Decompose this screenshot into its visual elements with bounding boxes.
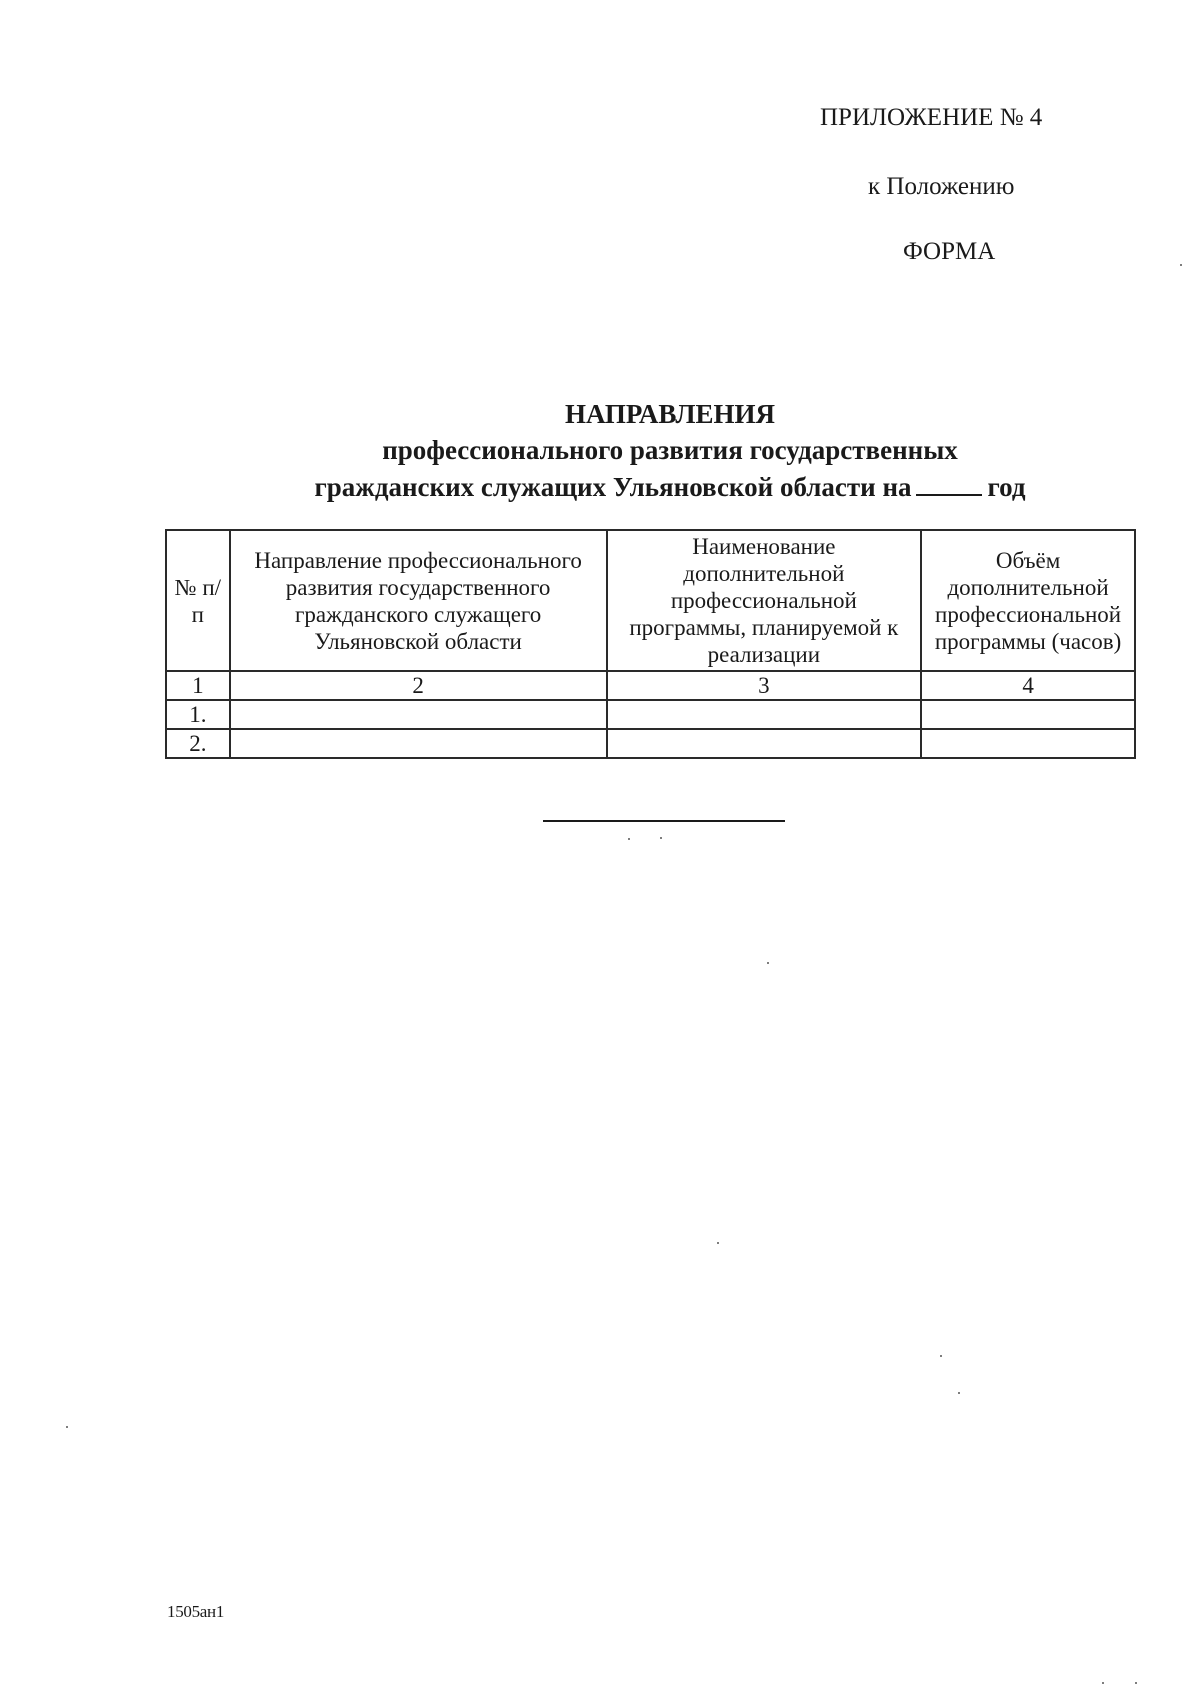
scan-speck xyxy=(628,838,630,840)
title-line-2: профессионального развития государственных xyxy=(382,435,958,465)
row-number: 2. xyxy=(166,729,230,758)
column-number-row xyxy=(166,671,1135,700)
scan-speck xyxy=(66,1426,68,1428)
to-regulation-label: к Положению xyxy=(868,173,1015,200)
year-blank-field[interactable] xyxy=(916,468,982,496)
column-number: 2 xyxy=(230,671,607,700)
direction-cell[interactable] xyxy=(230,700,607,729)
table-row xyxy=(166,700,1135,729)
professional-development-table xyxy=(165,529,1136,759)
scan-speck xyxy=(660,837,662,839)
row-number: 1. xyxy=(166,700,230,729)
document-code: 1505ан1 xyxy=(167,1602,225,1621)
title-line-1: НАПРАВЛЕНИЯ xyxy=(565,399,775,429)
table-header-row xyxy=(166,530,1135,671)
column-number: 3 xyxy=(607,671,922,700)
scan-speck xyxy=(717,1242,719,1244)
form-label: ФОРМА xyxy=(903,238,996,265)
scan-speck xyxy=(958,1392,960,1394)
scan-speck xyxy=(767,962,769,964)
document-title xyxy=(150,396,1190,505)
column-number: 4 xyxy=(921,671,1135,700)
scan-speck xyxy=(940,1355,942,1357)
title-line-3 xyxy=(150,468,1190,505)
program-cell[interactable] xyxy=(607,700,922,729)
column-number: 1 xyxy=(166,671,230,700)
hours-cell[interactable] xyxy=(921,729,1135,758)
hours-cell[interactable] xyxy=(921,700,1135,729)
scan-speck xyxy=(1135,1682,1137,1684)
separator-line xyxy=(543,820,785,822)
title-line-3-prefix: гражданских служащих Ульяновской области на xyxy=(314,472,912,502)
scan-speck xyxy=(1180,264,1182,266)
scan-speck xyxy=(1102,1682,1104,1684)
appendix-label: ПРИЛОЖЕНИЕ № 4 xyxy=(820,104,1043,131)
header-direction: Направление профессионального развития государственного гражданского служащего Ульяновской области xyxy=(230,530,607,671)
header-number: № п/п xyxy=(166,530,230,671)
title-line-3-suffix: год xyxy=(987,472,1026,502)
program-cell[interactable] xyxy=(607,729,922,758)
direction-cell[interactable] xyxy=(230,729,607,758)
header-program: Наименование дополнительной профессиональной программы, планируемой к реализации xyxy=(607,530,922,671)
table-row xyxy=(166,729,1135,758)
header-hours: Объём дополнительной профессиональной программы (часов) xyxy=(921,530,1135,671)
